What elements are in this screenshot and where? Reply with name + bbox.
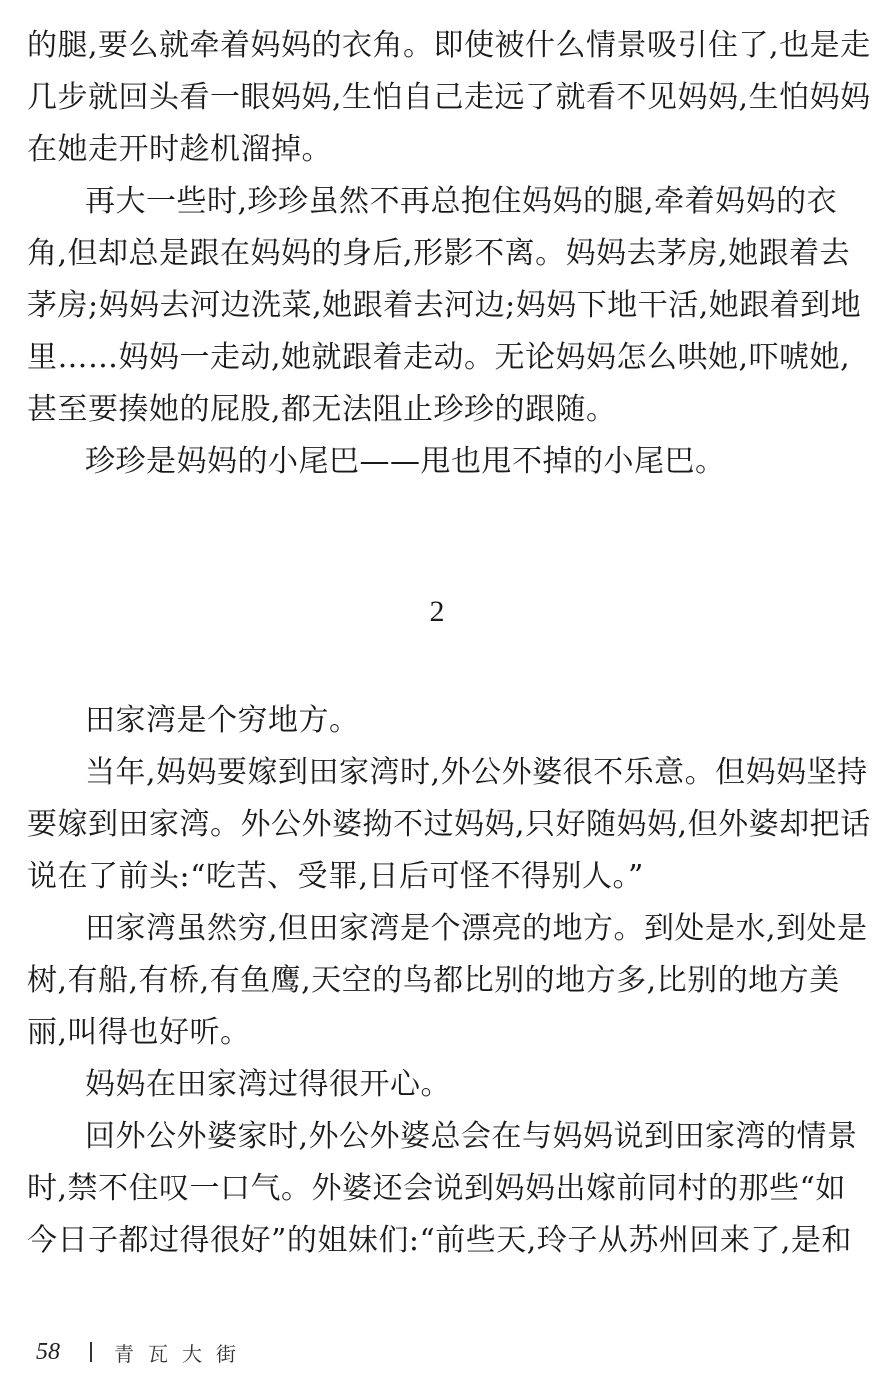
- text-line: 里……妈妈一走动,她就跟着走动。无论妈妈怎么哄她,吓唬她,: [27, 340, 851, 375]
- text-line: 当年,妈妈要嫁到田家湾时,外公外婆很不乐意。但妈妈坚持: [85, 755, 868, 790]
- footer-divider: [90, 1342, 92, 1362]
- text-line: 的腿,要么就牵着妈妈的衣角。即使被什么情景吸引住了,也是走: [27, 28, 871, 63]
- text-line: 角,但却总是跟在妈妈的身后,形影不离。妈妈去茅房,她跟着去: [27, 236, 851, 271]
- text-line: 珍珍是妈妈的小尾巴——甩也甩不掉的小尾巴。: [85, 444, 726, 479]
- section-number: 2: [429, 595, 445, 628]
- text-line: 今日子都过得很好”的姐妹们:“前些天,玲子从苏州回来了,是和: [27, 1223, 852, 1258]
- text-line: 回外公外婆家时,外公外婆总会在与妈妈说到田家湾的情景: [85, 1119, 858, 1154]
- text-line: 时,禁不住叹一口气。外婆还会说到妈妈出嫁前同村的那些“如: [27, 1171, 846, 1206]
- text-line: 丽,叫得也好听。: [27, 1015, 251, 1050]
- text-line: 要嫁到田家湾。外公外婆拗不过妈妈,只好随妈妈,但外婆却把话: [27, 807, 871, 842]
- text-line: 几步就回头看一眼妈妈,生怕自己走远了就看不见妈妈,生怕妈妈: [27, 80, 871, 115]
- text-line: 说在了前头:“吃苦、受罪,日后可怪不得别人。”: [27, 859, 644, 894]
- text-line: 田家湾虽然穷,但田家湾是个漂亮的地方。到处是水,到处是: [85, 911, 868, 946]
- text-line: 在她走开时趁机溜掉。: [27, 132, 332, 167]
- page-number: 58: [36, 1338, 60, 1365]
- text-line: 妈妈在田家湾过得很开心。: [85, 1067, 451, 1102]
- text-line: 树,有船,有桥,有鱼鹰,天空的鸟都比别的地方多,比别的地方美: [27, 963, 840, 998]
- text-line: 甚至要揍她的屁股,都无法阻止珍珍的跟随。: [27, 392, 617, 427]
- text-line: 再大一些时,珍珍虽然不再总抱住妈妈的腿,牵着妈妈的衣: [85, 184, 838, 219]
- page-footer: [36, 1332, 250, 1372]
- book-title: 青瓦大街: [114, 1341, 250, 1366]
- text-line: 田家湾是个穷地方。: [85, 703, 360, 738]
- text-line: 茅房;妈妈去河边洗菜,她跟着去河边;妈妈下地干活,她跟着到地: [27, 288, 862, 323]
